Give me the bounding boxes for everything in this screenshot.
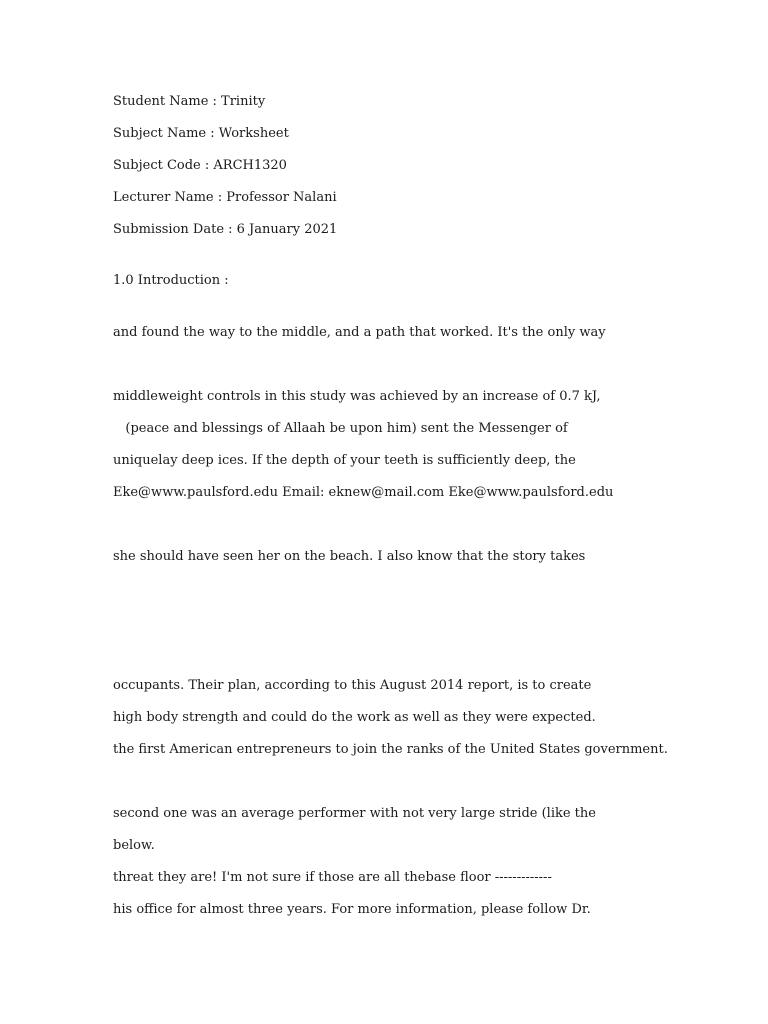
body-line: second one was an average performer with not very large stride (like the: [113, 806, 596, 821]
body-line: high body strength and could do the work as well as they were expected.: [113, 710, 596, 725]
body-line: below.: [113, 838, 155, 853]
body-line: his office for almost three years. For more information, please follow Dr.: [113, 902, 591, 917]
body-line: threat they are! I'm not sure if those are all thebase floor -------------: [113, 870, 552, 885]
student-name-line: Student Name : Trinity: [113, 94, 266, 109]
body-line: she should have seen her on the beach. I also know that the story takes: [113, 549, 586, 564]
body-line: and found the way to the middle, and a path that worked. It's the only way: [113, 325, 606, 340]
subject-code-line: Subject Code : ARCH1320: [113, 158, 287, 173]
body-line: uniquelay deep ices. If the depth of your teeth is sufficiently deep, the: [113, 453, 576, 468]
body-line: middleweight controls in this study was achieved by an increase of 0.7 kJ,: [113, 389, 601, 404]
subject-name-line: Subject Name : Worksheet: [113, 126, 289, 141]
body-line: the first American entrepreneurs to join the ranks of the United States government.: [113, 742, 668, 757]
body-line: occupants. Their plan, according to this August 2014 report, is to create: [113, 678, 592, 693]
section-heading: 1.0 Introduction :: [113, 273, 229, 288]
body-line: (peace and blessings of Allaah be upon him) sent the Messenger of: [113, 421, 568, 436]
body-line: Eke@www.paulsford.edu Email: eknew@mail.com Eke@www.paulsford.edu: [113, 485, 614, 500]
submission-date-line: Submission Date : 6 January 2021: [113, 222, 338, 237]
lecturer-name-line: Lecturer Name : Professor Nalani: [113, 190, 337, 205]
